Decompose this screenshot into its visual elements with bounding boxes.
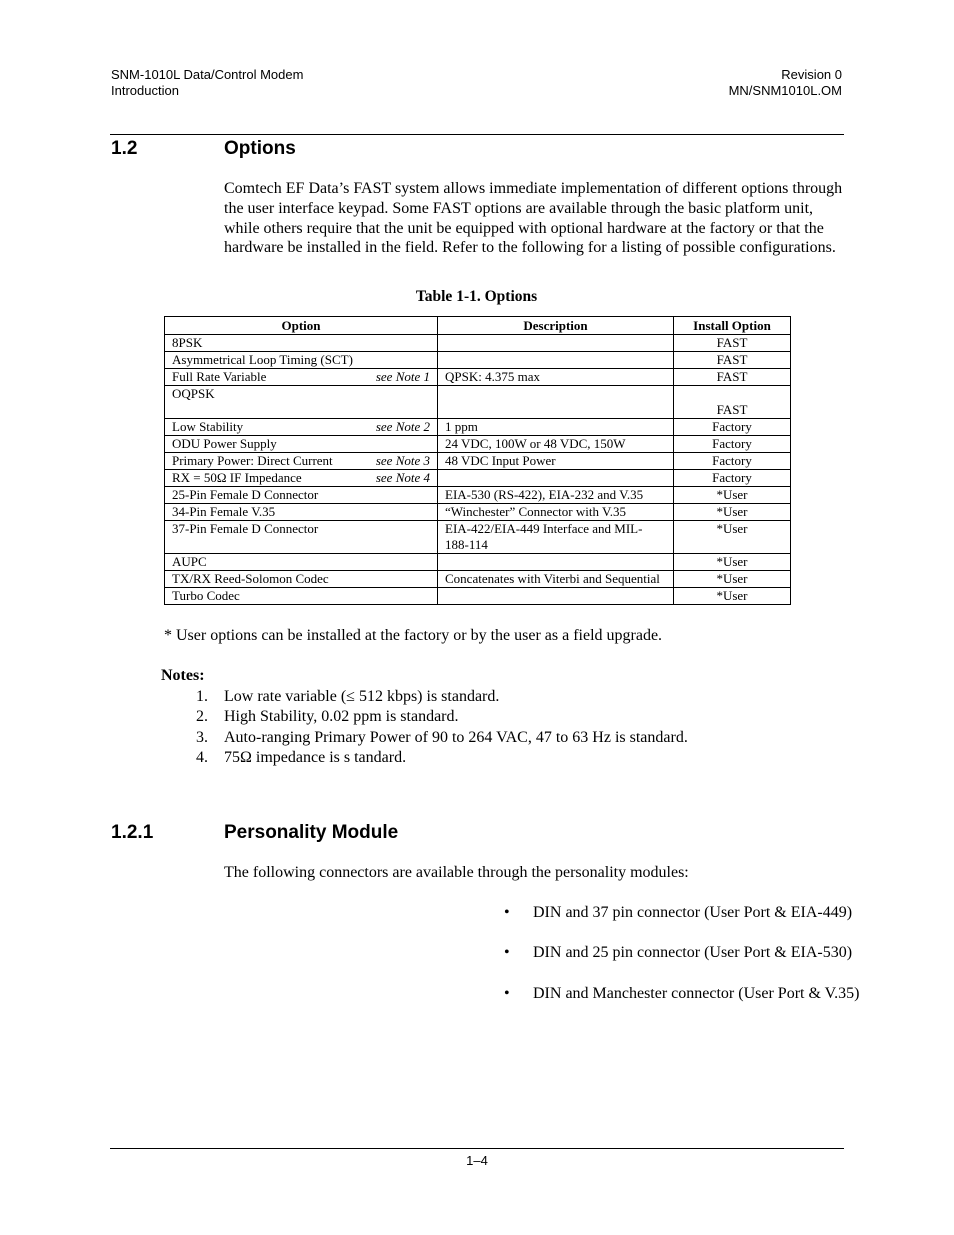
option-cell <box>165 419 438 436</box>
note-number: 1. <box>196 688 208 705</box>
table-body <box>165 335 791 605</box>
doc-title: SNM-1010L Data/Control Modem <box>111 67 304 82</box>
option-name: Low Stability <box>172 419 244 434</box>
footer-divider <box>110 1148 844 1149</box>
table-row <box>165 470 791 487</box>
option-name: TX/RX Reed-Solomon Codec <box>172 571 329 586</box>
note-number: 2. <box>196 708 208 726</box>
option-cell <box>165 554 438 571</box>
install-option-cell: Factory <box>674 419 791 436</box>
note-text: Low rate variable (≤ 512 kbps) is standard. <box>224 688 500 705</box>
table-footnote: * User options can be installed at the factory or by the user as a field upgrade. <box>164 627 663 644</box>
section-paragraph: Comtech EF Data’s FAST system allows immediate implementation of different options through the user interface keypad. Some FAST options are available through the basic platform unit, while others require that the unit be equipped with optional hardware at the factory or that the hardware be installed in the field. Refer to the following for a listing of possible configurations. <box>224 180 843 257</box>
install-option-cell: *User <box>674 504 791 521</box>
install-option-cell: Factory <box>674 453 791 470</box>
option-cell-content <box>172 504 430 520</box>
table-row <box>165 419 791 436</box>
note-number: 4. <box>196 748 208 766</box>
table-row <box>165 369 791 386</box>
option-name: 25-Pin Female D Connector <box>172 487 319 502</box>
note-reference: see Note 2 <box>375 419 430 434</box>
revision: Revision 0 <box>781 67 842 82</box>
table-row <box>165 436 791 453</box>
option-cell <box>165 436 438 453</box>
option-cell-content <box>172 386 430 402</box>
description-cell <box>438 335 674 352</box>
note-text: 75Ω impedance is s tandard. <box>224 748 407 766</box>
table-row <box>165 453 791 470</box>
option-cell-content <box>172 436 430 452</box>
column-header-description: Description <box>438 317 674 335</box>
option-cell <box>165 487 438 504</box>
table-caption: Table 1-1. Options <box>415 288 538 305</box>
note-reference: see Note 1 <box>375 369 430 384</box>
option-cell-content <box>172 470 430 486</box>
option-cell-content <box>172 453 430 469</box>
install-option-cell: Factory <box>674 470 791 487</box>
note-item <box>196 748 688 768</box>
install-option-cell: FAST <box>674 369 791 386</box>
bullet-icon: • <box>504 944 510 961</box>
option-name: 8PSK <box>172 335 203 350</box>
column-header-option: Option <box>165 317 438 335</box>
option-name: Primary Power: Direct Current <box>172 453 333 468</box>
description-cell: EIA-422/EIA-449 Interface and MIL-188-114 <box>438 521 674 554</box>
description-cell: QPSK: 4.375 max <box>438 369 674 386</box>
note-item <box>196 707 688 727</box>
description-cell: 48 VDC Input Power <box>438 453 674 470</box>
option-cell <box>165 571 438 588</box>
description-cell: Concatenates with Viterbi and Sequential <box>438 571 674 588</box>
options-table <box>164 316 791 605</box>
option-name: ODU Power Supply <box>172 436 277 451</box>
option-cell <box>165 521 438 554</box>
option-name: 34-Pin Female V.35 <box>172 504 276 519</box>
section-title: Options <box>224 138 296 159</box>
bullet-icon: • <box>504 985 510 1002</box>
list-item <box>504 904 852 922</box>
note-number: 3. <box>196 728 208 746</box>
list-item-text: DIN and Manchester connector (User Port & V.35) <box>533 985 860 1002</box>
option-cell <box>165 352 438 369</box>
table-row <box>165 588 791 605</box>
install-option-cell: FAST <box>674 386 791 419</box>
description-cell: EIA-530 (RS-422), EIA-232 and V.35 <box>438 487 674 504</box>
option-cell <box>165 453 438 470</box>
install-option-cell: *User <box>674 571 791 588</box>
description-cell <box>438 470 674 487</box>
option-name: RX = 50Ω IF Impedance <box>172 470 302 485</box>
option-cell <box>165 588 438 605</box>
install-option-cell: *User <box>674 554 791 571</box>
option-cell-content <box>172 554 430 570</box>
note-reference: see Note 4 <box>375 470 430 485</box>
option-cell-content <box>172 369 430 385</box>
chapter-name: Introduction <box>111 83 179 98</box>
table-header-row <box>165 317 791 335</box>
table-row <box>165 554 791 571</box>
subsection-number: 1.2.1 <box>111 822 154 843</box>
table-row <box>165 352 791 369</box>
option-name: 37-Pin Female D Connector <box>172 521 319 536</box>
option-cell <box>165 504 438 521</box>
description-cell: “Winchester” Connector with V.35 <box>438 504 674 521</box>
subsection-paragraph: The following connectors are available through the personality modules: <box>224 864 689 881</box>
description-cell <box>438 588 674 605</box>
notes-list <box>196 687 688 768</box>
section-number: 1.2 <box>111 138 138 159</box>
option-name: OQPSK <box>172 386 215 401</box>
subsection-title: Personality Module <box>224 822 399 843</box>
list-item-text: DIN and 37 pin connector (User Port & EIA-449) <box>533 904 853 921</box>
note-text: High Stability, 0.02 ppm is standard. <box>224 708 459 726</box>
table-row <box>165 504 791 521</box>
option-name: AUPC <box>172 554 207 569</box>
list-item-text: DIN and 25 pin connector (User Port & EIA-530) <box>533 944 853 961</box>
option-cell <box>165 335 438 352</box>
option-name: Turbo Codec <box>172 588 240 603</box>
note-item <box>196 687 688 707</box>
option-cell-content <box>172 335 430 351</box>
install-option-cell: *User <box>674 588 791 605</box>
header-divider <box>110 134 844 135</box>
option-cell-content <box>172 487 430 503</box>
note-item <box>196 728 688 748</box>
description-cell <box>438 554 674 571</box>
description-cell: 1 ppm <box>438 419 674 436</box>
install-option-cell: Factory <box>674 436 791 453</box>
option-cell-content <box>172 352 430 368</box>
note-text: Auto-ranging Primary Power of 90 to 264 VAC, 47 to 63 Hz is standard. <box>224 728 688 746</box>
table-row <box>165 571 791 588</box>
description-cell: 24 VDC, 100W or 48 VDC, 150W <box>438 436 674 453</box>
option-cell <box>165 369 438 386</box>
table-row <box>165 487 791 504</box>
install-option-cell: FAST <box>674 335 791 352</box>
notes-title: Notes: <box>161 667 205 684</box>
table-row <box>165 386 791 419</box>
table-row <box>165 521 791 554</box>
option-cell-content <box>172 571 430 587</box>
header-right <box>729 67 842 99</box>
column-header-install: Install Option <box>674 317 791 335</box>
option-cell-content <box>172 588 430 604</box>
option-name: Full Rate Variable <box>172 369 267 384</box>
description-cell <box>438 352 674 369</box>
option-cell <box>165 386 438 419</box>
description-cell <box>438 386 674 419</box>
option-cell <box>165 470 438 487</box>
page-number: 1–4 <box>466 1153 488 1168</box>
install-option-cell: *User <box>674 521 791 554</box>
option-name: Asymmetrical Loop Timing (SCT) <box>172 352 353 367</box>
doc-number: MN/SNM1010L.OM <box>728 83 842 98</box>
table-row <box>165 335 791 352</box>
option-cell-content <box>172 521 430 537</box>
note-reference: see Note 3 <box>375 453 430 468</box>
install-option-cell: *User <box>674 487 791 504</box>
install-option-cell: FAST <box>674 352 791 369</box>
list-item <box>504 944 852 962</box>
bullet-icon: • <box>504 904 510 921</box>
list-item <box>504 985 859 1003</box>
header-left <box>111 67 303 99</box>
option-cell-content <box>172 419 430 435</box>
